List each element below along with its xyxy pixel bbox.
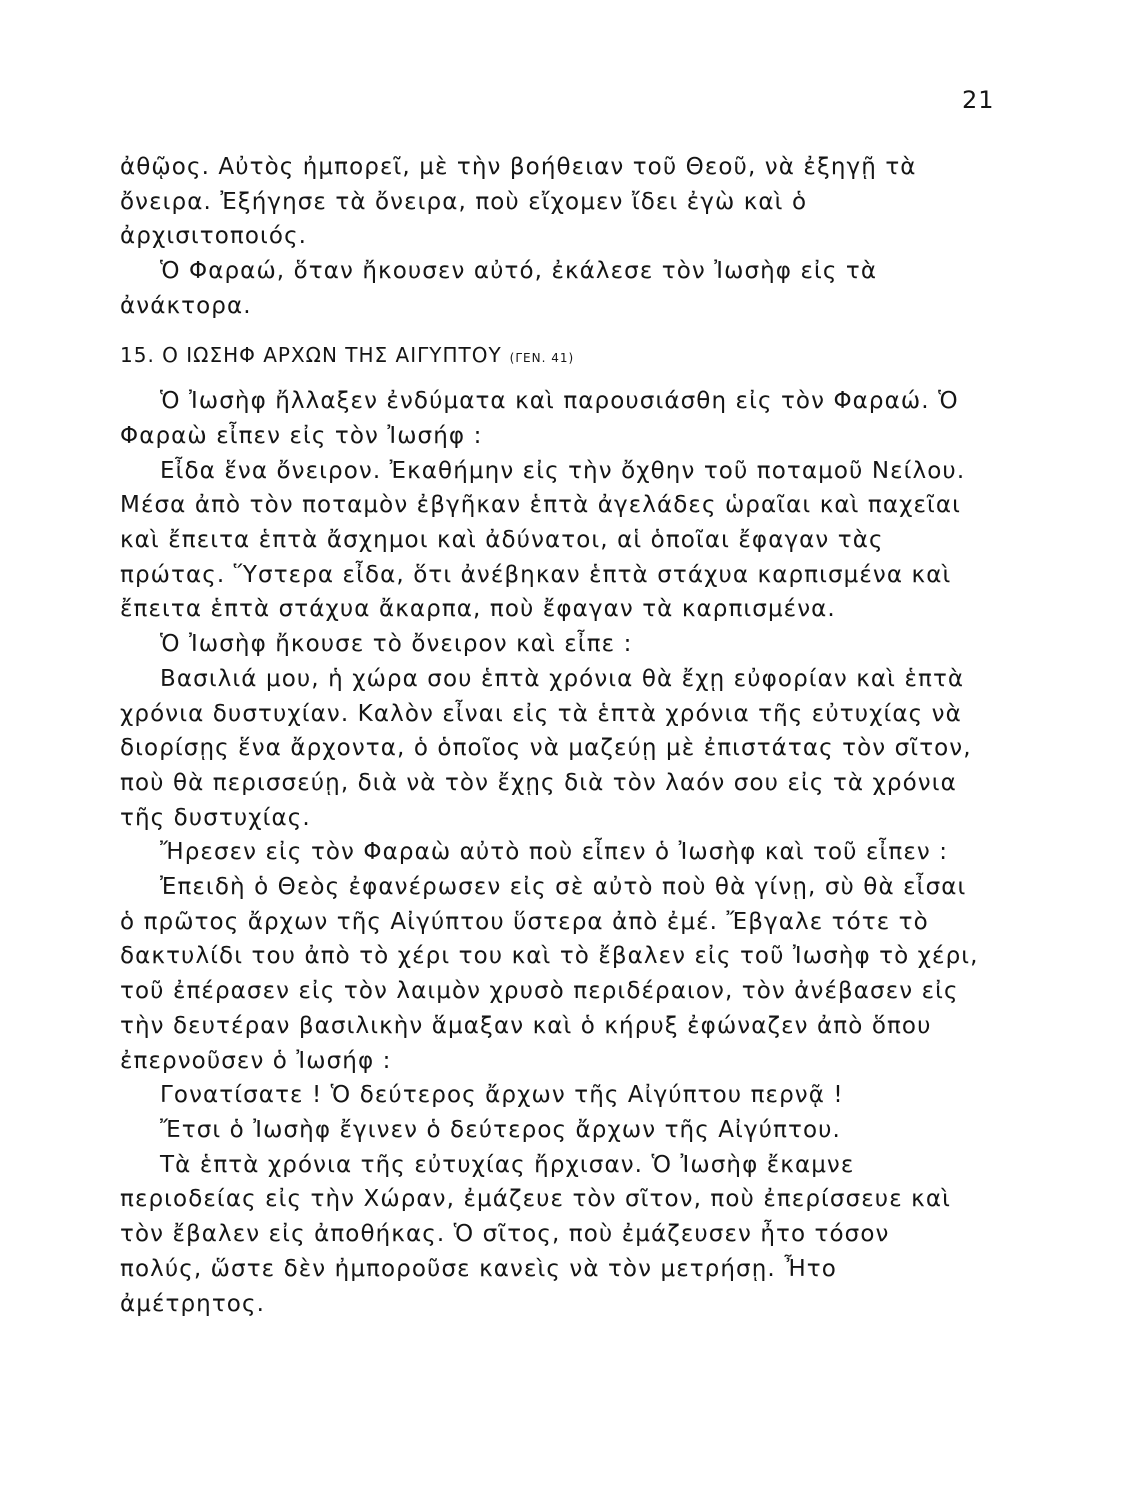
paragraph-continuation: ἀθῷος. Αὐτὸς ἠμπορεῖ, μὲ τὴν βοήθειαν τοῦ Θεοῦ, νὰ ἐξηγῇ τὰ ὄνειρα. Ἐξήγησε τὰ ὄνειρα, ποὺ εἴχομεν ἴδει ἐγὼ καὶ ὁ ἀρχισιτοποιός.	[120, 154, 917, 250]
paragraph: Εἶδα ἕνα ὄνειρον. Ἐκαθήμην εἰς τὴν ὄχθην τοῦ ποταμοῦ Νείλου. Μέσα ἀπὸ τὸν ποταμὸν ἐβγῆκαν ἑπτὰ ἀγελάδες ὡραῖαι καὶ παχεῖαι καὶ ἔπειτα ἑπτὰ ἄσχημοι καὶ ἀδύνατοι, αἱ ὁποῖαι ἔφαγαν τὰς πρώτας. Ὕστερα εἶδα, ὅτι ἀνέβηκαν ἑπτὰ στάχυα καρπισμένα καὶ ἔπειτα ἑπτὰ στάχυα ἄκαρπα, ποὺ ἔφαγαν τὰ καρπισμένα.	[120, 457, 966, 623]
paragraph: Ὁ Φαραώ, ὅταν ἤκουσεν αὐτό, ἐκάλεσε τὸν Ἰωσὴφ εἰς τὰ ἀνάκτορα.	[120, 258, 878, 319]
body-text	[120, 150, 980, 1321]
paragraph: Γονατίσατε ! Ὁ δεύτερος ἄρχων τῆς Αἰγύπτου περνᾷ !	[160, 1082, 844, 1109]
section-title: 15. Ο ΙΩΣΗΦ ΑΡΧΩΝ ΤΗΣ ΑΙΓΥΠΤΟΥ	[120, 342, 502, 367]
paragraph: Ἔτσι ὁ Ἰωσὴφ ἔγινεν ὁ δεύτερος ἄρχων τῆς Αἰγύπτου.	[160, 1116, 841, 1143]
paragraph: Ὁ Ἰωσὴφ ἤλλαξεν ἐνδύματα καὶ παρουσιάσθη εἰς τὸν Φαραώ. Ὁ Φαραὼ εἶπεν εἰς τὸν Ἰωσήφ :	[120, 388, 959, 449]
paragraph: Ἐπειδὴ ὁ Θεὸς ἐφανέρωσεν εἰς σὲ αὐτὸ ποὺ θὰ γίνῃ, σὺ θὰ εἶσαι ὁ πρῶτος ἄρχων τῆς Αἰγύπτου ὕστερα ἀπὸ ἐμέ. Ἔβγαλε τότε τὸ δακτυλίδι του ἀπὸ τὸ χέρι του καὶ τὸ ἔβαλεν εἰς τοῦ Ἰωσὴφ τὸ χέρι, τοῦ ἐπέρασεν εἰς τὸν λαιμὸν χρυσὸ περιδέραιον, τὸν ἀνέβασεν εἰς τὴν δευτέραν βασιλικὴν ἅμαξαν καὶ ὁ κήρυξ ἐφώναζεν ἀπὸ ὅπου ἐπερνοῦσεν ὁ Ἰωσήφ :	[120, 874, 979, 1074]
paragraph: Ἤρεσεν εἰς τὸν Φαραὼ αὐτὸ ποὺ εἶπεν ὁ Ἰωσὴφ καὶ τοῦ εἶπεν :	[160, 839, 949, 866]
paragraph: Βασιλιά μου, ἡ χώρα σου ἑπτὰ χρόνια θὰ ἔχῃ εὐφορίαν καὶ ἑπτὰ χρόνια δυστυχίαν. Καλὸν εἶναι εἰς τὰ ἑπτὰ χρόνια τῆς εὐτυχίας νὰ διορίσῃς ἕνα ἄρχοντα, ὁ ὁποῖος νὰ μαζεύῃ μὲ ἐπιστάτας τὸν σῖτον, ποὺ θὰ περισσεύῃ, διὰ νὰ τὸν ἔχῃς διὰ τὸν λαόν σου εἰς τὰ χρόνια τῆς δυστυχίας.	[120, 665, 972, 831]
section-heading	[120, 338, 980, 376]
paragraph: Ὁ Ἰωσὴφ ἤκουσε τὸ ὄνειρον καὶ εἶπε :	[160, 631, 633, 658]
page-number: 21	[962, 86, 995, 114]
section-reference: (ΓΕΝ. 41)	[509, 350, 575, 365]
paragraph: Τὰ ἑπτὰ χρόνια τῆς εὐτυχίας ἤρχισαν. Ὁ Ἰωσὴφ ἔκαμνε περιοδείας εἰς τὴν Χώραν, ἐμάζευε τὸν σῖτον, ποὺ ἐπερίσσευε καὶ τὸν ἔβαλεν εἰς ἀποθήκας. Ὁ σῖτος, ποὺ ἐμάζευσεν ἦτο τόσον πολύς, ὥστε δὲν ἠμποροῦσε κανεὶς νὰ τὸν μετρήσῃ. Ἦτο ἀμέτρητος.	[120, 1151, 951, 1317]
